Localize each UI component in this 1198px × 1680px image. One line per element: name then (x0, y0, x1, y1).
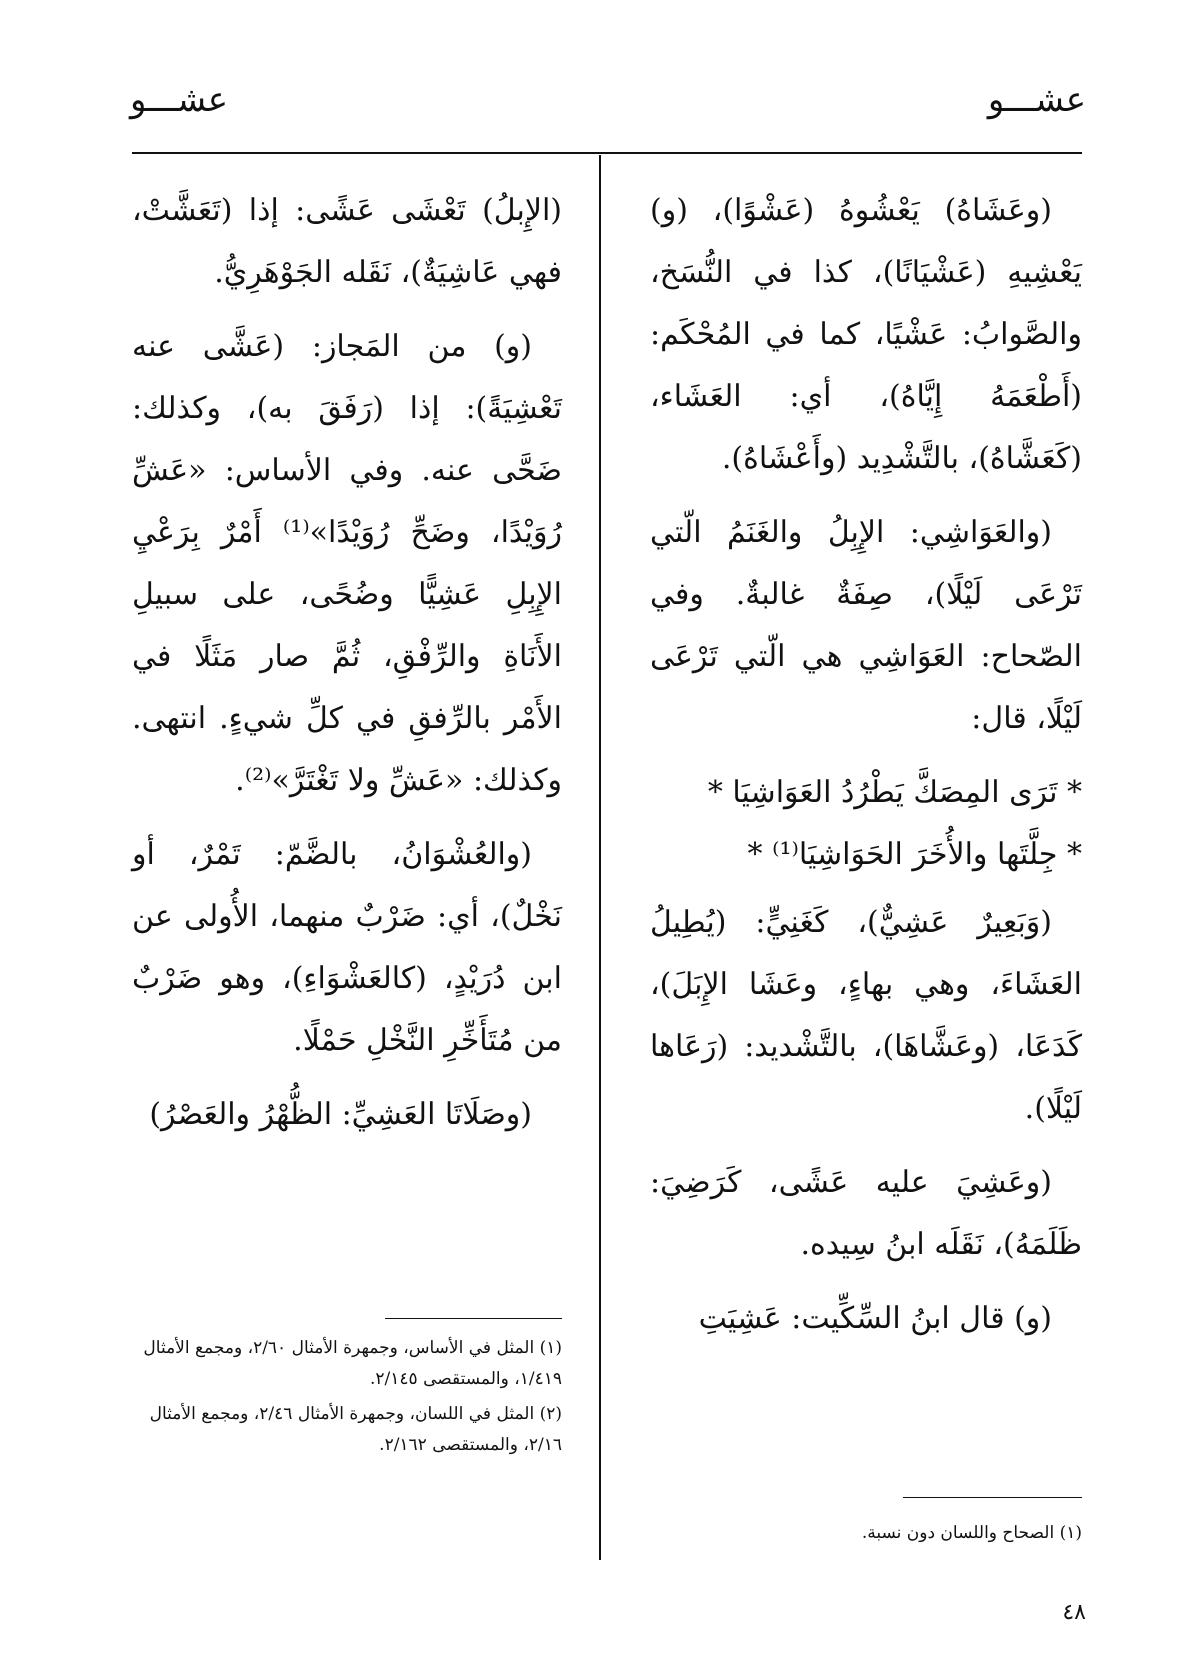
paragraph: (وَبَعِيرٌ عَشِيٌّ)، كَغَنِيٍّ: (يُطِيلُ العَشَاءَ، وهي بهاءٍ، وعَشَا الإِبَلَ)، كَدَعَا، (وعَشَّاهَا)، بالتَّشْديد: (رَعَاها لَيْلًا). (650, 905, 1082, 1126)
left-column (132, 180, 562, 1158)
paragraph: (وعَشَاهُ) يَعْشُوهُ (عَشْوًا)، (و) يَعْشِيهِ (عَشْيَانًا)، كذا في النُّسَخ، والصَّوابُ: عَشْيًا، كما في المُحْكَم: (أَطْعَمَهُ إِيَّاهُ)، أي: العَشَاء، (كَعَشَّاهُ)، بالتَّشْدِيد (وأَعْشَاهُ). (650, 193, 1082, 476)
verse-line: * تَرَى المِصَكَّ يَطْرُدُ العَوَاشِيَا * (707, 775, 1082, 810)
footnote: (١) المثل في الأساس، وجمهرة الأمثال ٢/٦٠، ومجمع الأمثال ١/٤١٩، والمستقصى ٢/١٤٥. (143, 1338, 562, 1389)
header-word-right: عشـــو (987, 80, 1086, 120)
paragraph: (وعَشِيَ عليه عَشًى، كَرَضِيَ: ظَلَمَهُ)، نَقَلَه ابنُ سِيده. (650, 1165, 1082, 1262)
paragraph: (و) من المَجاز: (عَشَّى عنه تَعْشِيَةً): إذا (رَفَقَ به)، وكذلك: ضَحَّى عنه. وفي الأساس: «عَشِّ رُوَيْدًا، وضَحِّ رُوَيْدًا»⁽¹⁾ أَمْرٌ بِرَعْيِ الإِبِلِ عَشِيًّا وضُحًى، على سبيلِ الأَنَاةِ والرِّفْقِ، ثُمَّ صار مَثَلًا في الأَمْر بالرِّفقِ في كلِّ شيءٍ. انتهى. وكذلك: «عَشِّ ولا تَغْتَرَّ»⁽²⁾. (132, 329, 562, 798)
footnote: (٢) المثل في اللسان، وجمهرة الأمثال ٢/٤٦، ومجمع الأمثال ٢/١٦، والمستقصى ٢/١٦٢. (149, 1404, 562, 1455)
verse-line: * جِلَّتَها والأُخَرَ الحَوَاشِيَا⁽¹⁾ * (747, 837, 1082, 872)
footnotes-right (650, 1518, 1082, 1553)
footnote: (١) الصحاح واللسان دون نسبة. (861, 1523, 1082, 1543)
paragraph: (وصَلَاتَا العَشِيِّ: الظُّهْرُ والعَصْرُ) (149, 1097, 532, 1132)
footnote-rule-right (903, 1497, 1082, 1498)
column-divider (599, 155, 601, 1560)
paragraph: (والعَوَاشِي: الإِبِلُ والغَنَمُ الّتي تَرْعَى لَيْلًا)، صِفَةٌ غالبةٌ. وفي الصّحاح: العَوَاشِي هي الّتي تَرْعَى لَيْلًا، قال: (650, 515, 1082, 736)
paragraph: (الإِبلُ) تَعْشَى عَشًى: إذا (تَعَشَّتْ، فهي عَاشِيَةٌ)، نَقَله الجَوْهَرِيُّ. (132, 193, 562, 290)
header-word-left: عشـــو (130, 80, 229, 120)
footnote-rule-left (385, 1318, 562, 1319)
paragraph: (والعُشْوَانُ، بالضَّمّ: تَمْرٌ، أو نَخْلٌ)، أي: ضَرْبٌ منهما، الأُولى عن ابن دُرَيْدٍ، (كالعَشْوَاءِ)، وهو ضَرْبٌ من مُتَأَخِّرِ النَّخْلِ حَمْلًا. (132, 837, 562, 1058)
right-column (650, 180, 1082, 1362)
page-number: ٤٨ (1062, 1600, 1086, 1625)
paragraph: (و) قال ابنُ السِّكِّيت: عَشِيَتِ (698, 1301, 1052, 1336)
header-rule (132, 152, 1082, 154)
footnotes-left (132, 1333, 562, 1465)
